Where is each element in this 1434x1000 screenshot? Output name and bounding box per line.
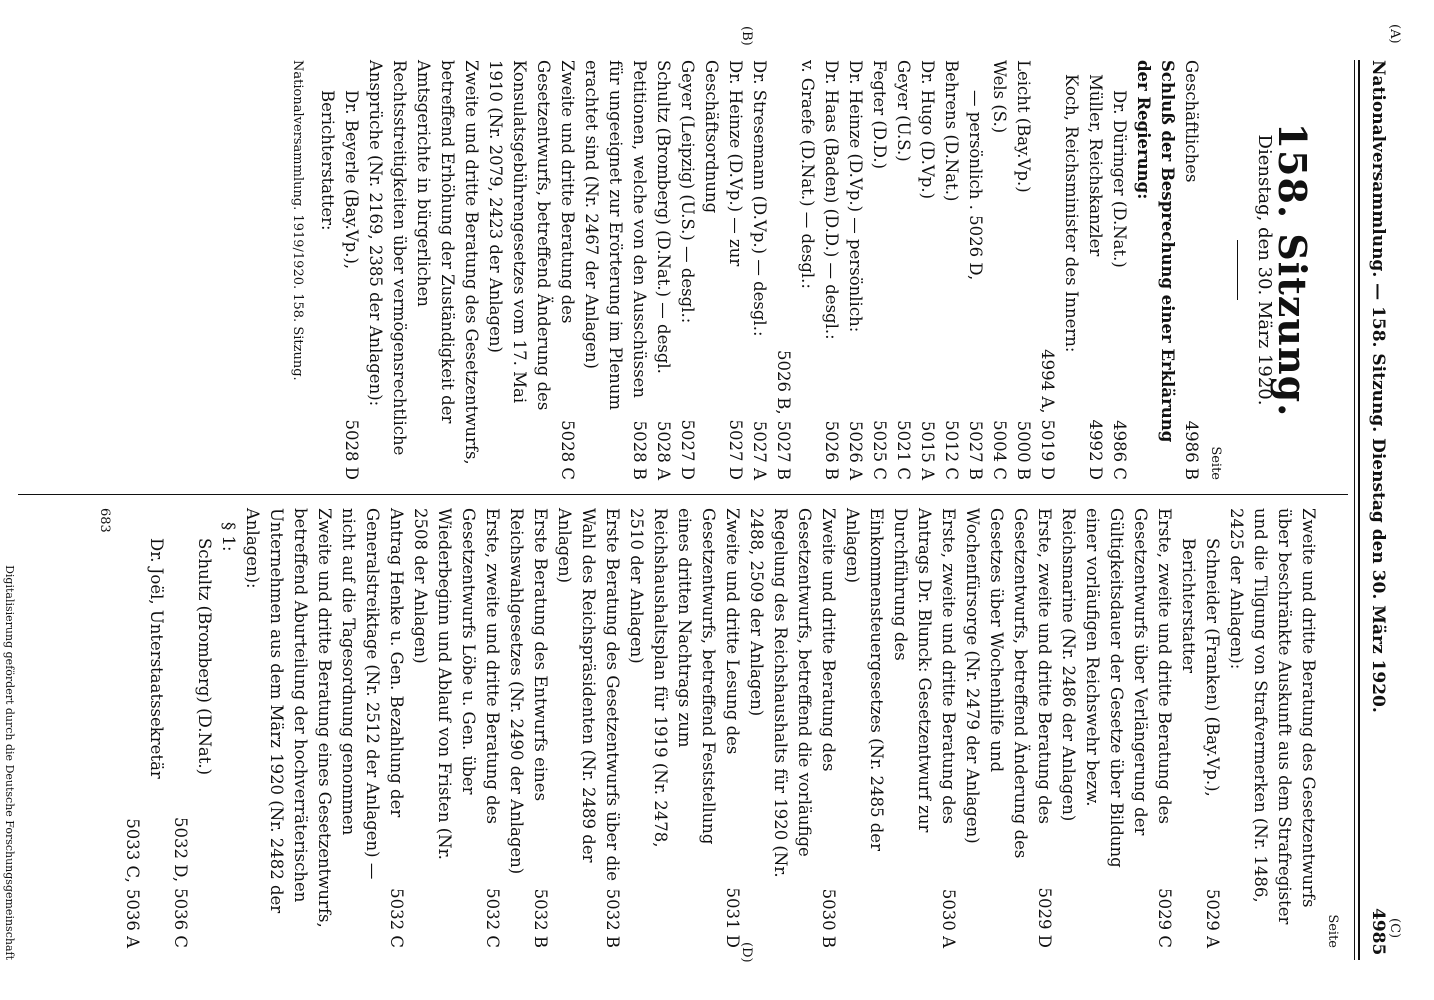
toc-entry: 4994 A, 5019 D (1038, 349, 1057, 480)
toc-entry: Geschäftliches 4986 B (1182, 60, 1201, 480)
toc-entry: Dr. Heinze (D.Vp.) — zur Geschäftsordnung 5027 D (702, 60, 745, 480)
toc-entry: Erste Beratung des Entwurfs eines Reichswahlgesetzes (Nr. 2490 der Anlagen) 5032 B (507, 508, 550, 948)
column-divider (18, 494, 1348, 495)
toc-entry: Müller, Reichskanzler 4992 D (1086, 74, 1105, 480)
left-column (285, 60, 1315, 480)
toc-entry: Geyer (Leipzig) (U.S.) — desgl.: 5027 D (678, 60, 697, 480)
toc-entry: Erste Beratung des Gesetzentwurfs über die Wahl des Reichspräsidenten (Nr. 2489 der Anlagen) 5032 B (555, 508, 622, 948)
toc-entry: 5033 C, 5036 A (123, 818, 142, 948)
toc-entry: Zweite und dritte Beratung des Gesetzentwurfs über beschränkte Auskunft aus dem Strafregister und die Tilgung von Strafvermerken (Nr. 1486, 2425 der Anlagen): (1227, 508, 1318, 925)
toc-entry: Erste, zweite und dritte Beratung des Antrags Dr. Blunck: Gesetzentwurf zur Durchführung des Einkommensteuergesetzes (Nr. 2485 der Anlagen) 5030 A (843, 508, 958, 948)
right-column (92, 508, 1344, 948)
toc-entry: Schluß der Besprechung einer Erklärung der Regierung: (1134, 60, 1177, 443)
toc-entry: Erste, zweite und dritte Beratung des Gesetzentwurfs, betreffend Änderung des Gesetzes über Wochenhilfe und Wochenfürsorge (Nr. 2479 der Anlagen) 5029 D (963, 508, 1054, 948)
footnote-number: 683 (97, 508, 112, 533)
toc-entry: Dr. Düringer (D.Nat.) 4986 C (1110, 90, 1129, 480)
toc-entry: Zweite und dritte Lesung des Gesetzentwurfs, betreffend Feststellung eines dritten Nachtrags zum Reichshaushaltsplan für 1919 (Nr. 2478, 2510 der Anlagen) 5031 D (627, 508, 742, 948)
toc-entry: Dr. Haas (Baden) (D.D.) — desgl.: 5026 B (822, 60, 841, 480)
toc-entry: 5032 D, 5036 C (171, 817, 190, 948)
session-date: Dienstag, den 30. März 1920. (1254, 134, 1275, 406)
toc-entry: Dr. Heinze (D.Vp.) — persönlich: 5026 A (846, 60, 865, 480)
marker-a: (A) (1387, 24, 1402, 44)
toc-entry: Dr. Joël, Unterstaatssekretär (147, 538, 166, 779)
digitization-note: Digitalisierung gefördert durch die Deutsche Forschungsgemeinschaft (3, 565, 16, 960)
toc-entry: Behrens (D.Nat.) 5012 C (942, 60, 961, 480)
toc-entry: Dr. Beyerle (Bay.Vp.), Berichterstatter: 5028 D (318, 90, 361, 480)
toc-entry: Zweite und dritte Beratung des Gesetzentwurfs, betreffend Änderung des Konsulatsgebührengesetzes vom 17. Mai 1910 (Nr. 2079, 2423 der Anlagen) 5028 C (486, 60, 577, 480)
toc-entry: Erste, zweite und dritte Beratung des Gesetzentwurfs Löbe u. Gen. über Wiederbeginn und Ablauf von Fristen (Nr. 2508 der Anlagen) 5032 C (411, 508, 502, 948)
marker-d: (D) (739, 942, 754, 963)
toc-entry: v. Graefe (D.Nat.) — desgl.: (798, 60, 817, 289)
toc-entry: Fegter (D.D.) 5025 C (870, 60, 889, 480)
toc-entry: Antrag Henke u. Gen. Bezahlung der Generalstreiktage (Nr. 2512 der Anlagen) — nicht auf die Tagesordnung genommen 5032 C (339, 508, 406, 948)
toc-entry: Zweite und dritte Beratung des Gesetzentwurfs, betreffend Erhöhung der Zuständigkeit der Amtsgerichte in bürgerlichen Rechtsstreitigkeiten über vermögensrechtliche Ansprüche (Nr. 2169, 2385 der Anlagen): (366, 60, 481, 465)
header-rule-thin (1354, 60, 1355, 960)
toc-entry: Dr. Hugo (D.Vp.) 5015 A (918, 60, 937, 480)
marker-b: (B) (739, 26, 754, 46)
seite-label-left: Seite (1208, 446, 1223, 480)
running-header: Nationalversammlung. — 158. Sitzung. Dienstag den 30. März 1920. (1368, 60, 1388, 713)
page-footer: Nationalversammlung. 1919/1920. 158. Sitzung. (290, 60, 305, 381)
toc-entry: Leicht (Bay.Vp.) 5000 B (1014, 60, 1033, 480)
session-title: 158. Sitzung. (1270, 122, 1315, 418)
toc-entry: Wels (S.) 5004 C (990, 60, 1009, 480)
toc-entry: Erste, zweite und dritte Beratung des Gesetzentwurfs über Verlängerung der Gültigkeitsdauer der Gesetze über Bildung einer vorläufigen Reichswehr bezw. Reichsmarine (Nr. 2486 der Anlagen) 5029 C (1059, 508, 1174, 948)
toc-entry: Petitionen, welche von den Ausschüssen für ungeeignet zur Erörterung im Plenum erachtet sind (Nr. 2467 der Anlagen) 5028 B (582, 60, 649, 480)
toc-entry: Schultz (Bromberg) (D.Nat.) — desgl. 5028 A (654, 60, 673, 480)
title-rule (1237, 240, 1238, 300)
toc-entry: Koch, Reichsminister des Innern: (1062, 74, 1081, 353)
toc-entry: Schultz (Bromberg) (D.Nat.) (195, 538, 214, 776)
toc-entry: Zweite und dritte Beratung des Gesetzentwurfs, betreffend die vorläufige Regelung des Reichshaushalts für 1920 (Nr. 2488, 2509 der Anlagen) 5030 B (747, 508, 838, 948)
page-number: 4985 (1368, 908, 1388, 956)
toc-entry: § 1: (219, 522, 238, 552)
toc-entry: — persönlich . 5026 D, 5027 B (966, 90, 985, 480)
toc-entry: 5026 B, 5027 B (774, 350, 793, 480)
seite-label-right: Seite (1325, 914, 1340, 948)
header-rule-thick (1358, 60, 1360, 960)
marker-c: (C) (1387, 918, 1402, 939)
toc-entry: Schneider (Franken) (Bay.Vp.), Berichterstatter 5029 A (1179, 538, 1222, 948)
toc-entry: Dr. Stresemann (D.Vp.) — desgl.: 5027 A (750, 60, 769, 480)
toc-entry: Zweite und dritte Beratung eines Gesetzentwurfs, betreffend Aburteilung der hochverräterischen Unternehmen aus dem März 1920 (Nr. 2482 der Anlagen): (243, 508, 334, 928)
toc-entry: Geyer (U.S.) 5021 C (894, 60, 913, 480)
